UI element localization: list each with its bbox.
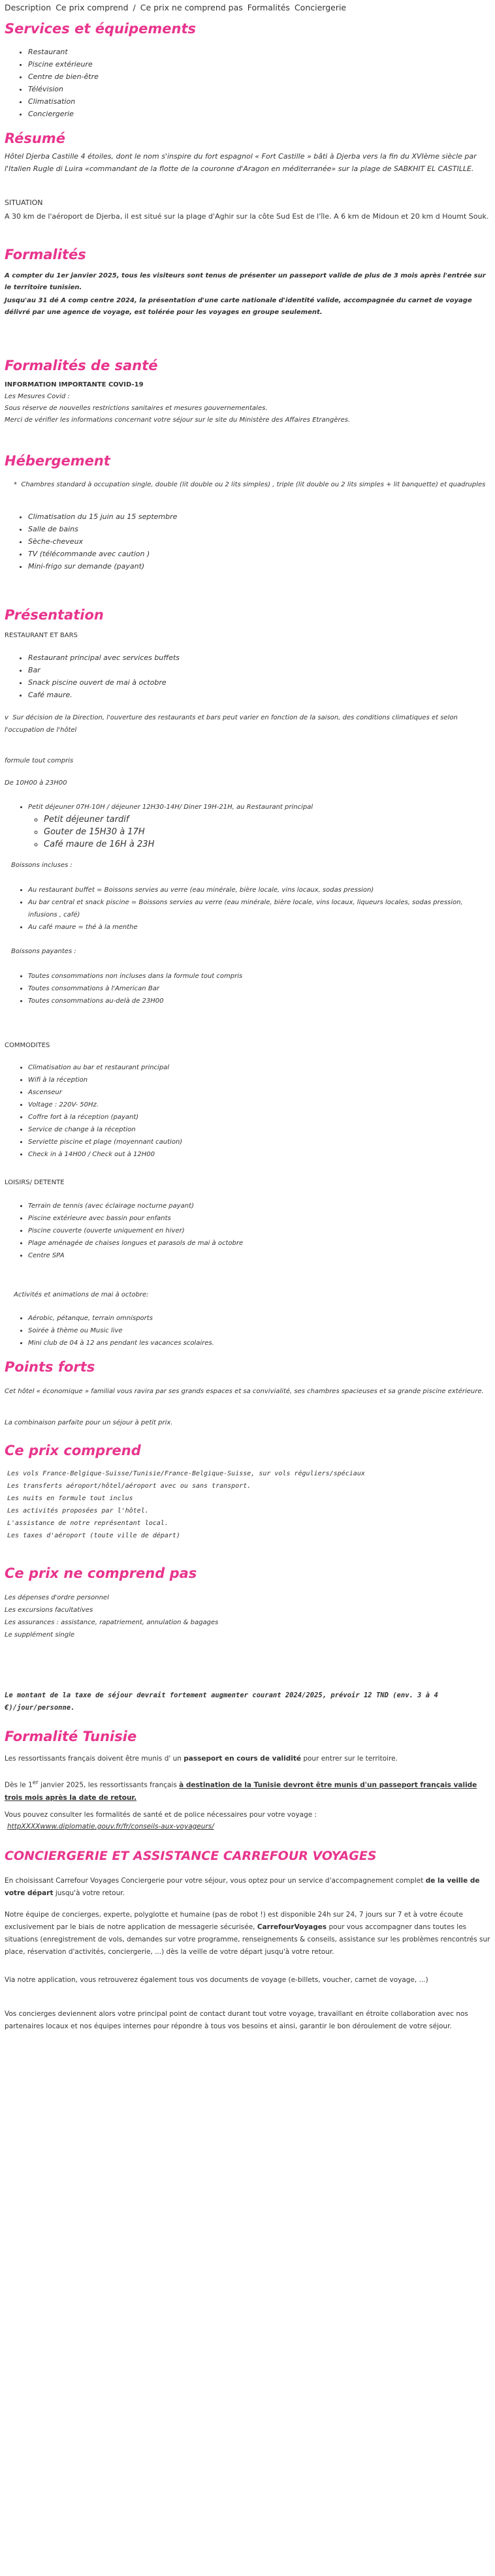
prix-exclut-title: Ce prix ne comprend pas <box>5 1565 197 1581</box>
meal-sublist <box>28 813 490 851</box>
activites-list <box>5 1312 490 1349</box>
list-item: • Voltage : 220V- 50Hz. <box>28 1099 490 1111</box>
drinks-included-label: Boissons incluses : <box>11 862 72 869</box>
list-item: • Toutes consommations au-delà de 23H00 <box>28 995 490 1007</box>
list-item: ◦ Gouter de 15H30 à 17H <box>44 826 490 838</box>
commodites-label: COMMODITES <box>5 1042 50 1049</box>
list-item: • Wifi à la réception <box>28 1074 490 1086</box>
text-run: Les ressortissants français doivent être munis d' un <box>5 1755 184 1763</box>
formalites-p2: Jusqu'au 31 dé A comp centre 2024, la présentation d'une carte nationale d'identité valide, accompagnée du carnet de voyage délivré par une agence de voyage, est tolérée pour les voyages en groupe seulement. <box>5 297 472 316</box>
meal-list <box>5 802 490 851</box>
conciergerie-p3: Via notre application, vous retrouverez également tous vos documents de voyage (e-billets, voucher, carnet de voyage, ...) <box>5 1976 428 1984</box>
prix-comprend-line: Les nuits en formule tout inclus <box>7 1495 133 1502</box>
list-item: • Café maure. <box>28 689 490 701</box>
formule-hours: De 10H00 à 23H00 <box>5 779 67 787</box>
list-item: • Climatisation au bar et restaurant principal <box>28 1061 490 1074</box>
list-item: • Au café maure = thé à la menthe <box>28 921 490 934</box>
text-run-sup: er <box>32 1780 39 1786</box>
text-run: En choisissant Carrefour Voyages Conciergerie pour votre séjour, vous optez pour un service d'accompagnement complet <box>5 1877 426 1885</box>
list-item: • Mini club de 04 à 12 ans pendant les vacances scolaires. <box>28 1337 490 1349</box>
nav-concierge[interactable]: Conciergerie <box>294 3 347 12</box>
points-forts-p1: Cet hôtel « économique » familial vous ravira par ses grands espaces et sa convivialité, ses chambres spacieuses et sa grande piscine extérieure. <box>5 1388 484 1395</box>
prix-comprend-line: Les vols France-Belgique-Suisse/Tunisie/France-Belgique-Suisse, sur vols réguliers/spéciaux <box>7 1470 365 1477</box>
list-item: • Télévision <box>28 83 490 95</box>
list-item: • Climatisation du 15 juin au 15 septembre <box>28 510 490 523</box>
resume-text: Hôtel Djerba Castille 4 étoiles, dont le nom s'inspire du fort espagnol « Fort Castille » bâti à Djerba vers la fin du XVIème siècle par l'Italien Rugle di Luira «commandant de la flotte de la couronne d'Aragon en méditerranée» sur la plage de SABKHIT EL CASTILLE. <box>5 152 477 173</box>
list-item: • Bar <box>28 664 490 676</box>
situation-label: SITUATION <box>5 198 43 207</box>
list-item: ◦ Café maure de 16H à 23H <box>44 838 490 851</box>
sante-line3: Merci de vérifier les informations concernant votre séjour sur le site du Ministère des Affaires Etrangères. <box>5 416 351 424</box>
text-run: pour entrer sur le territoire. <box>300 1755 398 1763</box>
prix-exclut-line: Les excursions facultatives <box>5 1607 93 1614</box>
list-item: • Ascenseur <box>28 1086 490 1099</box>
resume-title: Résumé <box>5 131 65 146</box>
sante-title: Formalités de santé <box>5 358 158 373</box>
list-item <box>28 802 490 851</box>
nav-description[interactable]: Description <box>5 3 52 12</box>
formule-label: formule tout compris <box>5 757 74 764</box>
text-run-bold: CarrefourVoyages <box>257 1923 327 1931</box>
conciergerie-title: CONCIERGERIE ET ASSISTANCE CARREFOUR VOYAGES <box>5 1849 377 1863</box>
prix-comprend-block <box>5 1468 490 1542</box>
top-navigation <box>5 1 490 16</box>
conciergerie-p4: Vos concierges deviennent alors votre principal point de contact durant tout votre voyage, travaillant en étroite collaboration avec nos partenaires locaux et nos équipes internes pour répondre à tous vos besoins et ainsi, garantir le bon déroulement de votre séjour. <box>5 2010 468 2030</box>
prix-exclut-block <box>5 1592 490 1641</box>
prix-comprend-line: Les activités proposées par l'hôtel. <box>7 1507 149 1515</box>
commodites-list <box>5 1061 490 1161</box>
restaurant-list <box>5 652 490 701</box>
sante-line1: Les Mesures Covid : <box>5 393 70 400</box>
services-list <box>5 46 490 120</box>
drinks-paid-label: Boissons payantes : <box>11 948 76 955</box>
list-item: • Coffre fort à la réception (payant) <box>28 1111 490 1123</box>
points-forts-p2: La combinaison parfaite pour un séjour à petit prix. <box>5 1419 173 1426</box>
presentation-note: v Sur décision de la Direction, l'ouverture des restaurants et bars peut varier en fonction de la saison, des conditions climatiques et selon l'occupation de l'hôtel <box>5 714 458 734</box>
text-run: janvier 2025, les ressortissants français <box>38 1781 180 1789</box>
list-item: • Aérobic, pétanque, terrain omnisports <box>28 1312 490 1325</box>
loisirs-list <box>5 1200 490 1262</box>
prix-comprend-line: Les transferts aéroport/hôtel/aéroport avec ou sans transport. <box>7 1483 251 1490</box>
text-run: Notre équipe de concierges, experte, polyglotte et humaine (pas de robot !) est disponible 24h sur 24, 7 jours sur 7 et à votre écoute exclusivement par le biais de notre application de messagerie sécurisée, <box>5 1911 463 1931</box>
activites-label: Activités et animations de mai à octobre: <box>14 1291 149 1298</box>
text-run-bold: passeport en cours de validité <box>184 1755 301 1763</box>
list-item: • Piscine extérieure <box>28 58 490 71</box>
formalite-tunisie-title: Formalité Tunisie <box>5 1729 137 1744</box>
drinks-paid-list <box>5 970 490 1007</box>
diplomatie-link[interactable]: httpXXXXwww.diplomatie.gouv.fr/fr/conseils-aux-voyageurs/ <box>7 1823 214 1830</box>
list-item: • Piscine couverte (ouverte uniquement en hiver) <box>28 1225 490 1237</box>
list-item: • Restaurant principal avec services buffets <box>28 652 490 664</box>
list-item: • Restaurant <box>28 46 490 58</box>
text-run-bold: à destination de la Tunisie devront être munis d'un passeport français valide trois mois après la date de retour. <box>5 1781 477 1802</box>
hebergement-intro: * Chambres standard à occupation single, double (lit double ou 2 lits simples) , triple (lit double ou 2 lits simples + lit banquette) et quadruples <box>14 481 486 488</box>
conciergerie-p1 <box>5 1875 490 1900</box>
list-item: • Salle de bains <box>28 523 490 535</box>
list-item: • Piscine extérieure avec bassin pour enfants <box>28 1212 490 1225</box>
prix-comprend-title: Ce prix comprend <box>5 1443 141 1458</box>
services-title: Services et équipements <box>5 21 197 37</box>
list-item: • Climatisation <box>28 95 490 108</box>
list-item: • Toutes consommations non incluses dans la formule tout compris <box>28 970 490 982</box>
list-item: • Centre SPA <box>28 1249 490 1262</box>
sante-important: INFORMATION IMPORTANTE COVID-19 <box>5 381 144 388</box>
prix-exclut-line: Les assurances : assistance, rapatriement, annulation & bagages <box>5 1619 219 1626</box>
hebergement-title: Hébergement <box>5 453 110 469</box>
list-item: • Au restaurant buffet = Boissons servies au verre (eau minérale, bière locale, vins locaux, sodas pression) <box>28 884 490 896</box>
formalites-p1: A compter du 1er janvier 2025, tous les visiteurs sont tenus de présenter un passeport valide de plus de 3 mois après l'entrée sur le territoire tunisien. <box>5 272 486 291</box>
list-item: • Terrain de tennis (avec éclairage nocturne payant) <box>28 1200 490 1212</box>
loisirs-label: LOISIRS/ DETENTE <box>5 1179 65 1186</box>
formalites-title: Formalités <box>5 247 86 262</box>
formalite-tunisie-p3: Vous pouvez consulter les formalités de santé et de police nécessaires pour votre voyage : <box>5 1811 317 1819</box>
list-item: • Au bar central et snack piscine = Boissons servies au verre (eau minérale, bière locale, vins locaux, liqueurs locales, sodas pression, infusions , café) <box>28 896 490 921</box>
presentation-title: Présentation <box>5 607 104 623</box>
nav-price-excludes[interactable]: Ce prix ne comprend pas <box>140 3 243 12</box>
prix-comprend-line: Les taxes d'aéroport (toute ville de départ) <box>7 1532 180 1539</box>
meal-item: Petit déjeuner 07H-10H / déjeuner 12H30-14H/ Diner 19H-21H, au Restaurant principal <box>28 804 313 811</box>
presentation-note-text: Sur décision de la Direction, l'ouverture des restaurants et bars peut varier en fonction de la saison, des conditions climatiques et selon l'occupation de l'hôtel <box>5 714 458 734</box>
nav-separator: / <box>133 3 136 12</box>
list-item: • Soirée à thème ou Music live <box>28 1325 490 1337</box>
nav-price-includes[interactable]: Ce prix comprend <box>56 3 129 12</box>
list-item: • Mini-frigo sur demande (payant) <box>28 560 490 573</box>
drinks-included-list <box>5 884 490 934</box>
prix-exclut-line: Le supplément single <box>5 1631 75 1639</box>
text-run: Dès le 1 <box>5 1781 33 1789</box>
list-item: ◦ Petit déjeuner tardif <box>44 813 490 826</box>
list-item: • Snack piscine ouvert de mai à octobre <box>28 676 490 689</box>
formalite-tunisie-p2 <box>5 1777 490 1804</box>
list-item: • Conciergerie <box>28 108 490 120</box>
list-item: • Service de change à la réception <box>28 1123 490 1136</box>
restaurant-label: RESTAURANT ET BARS <box>5 632 78 639</box>
text-run: pour vous accompagner dans toutes les situations (enregistrement de vols, demandes sur votre programme, renseignements & conseils, assistance sur les problèmes rencontrés sur place, réservation d'activités, conciergerie, ...) dès la veille de votre départ jusqu'à votre retour. <box>5 1923 490 1956</box>
list-item: • Toutes consommations à l'American Bar <box>28 982 490 995</box>
prix-exclut-line: Les dépenses d'ordre personnel <box>5 1594 109 1601</box>
text-run-bold: de la veille de votre départ <box>5 1877 480 1897</box>
list-item: • Sèche-cheveux <box>28 535 490 548</box>
situation-text: A 30 km de l'aéroport de Djerba, il est situé sur la plage d'Aghir sur la côte Sud Est de l'île. A 6 km de Midoun et 20 km d Houmt Souk. <box>5 212 489 221</box>
sante-line2: Sous réserve de nouvelles restrictions sanitaires et mesures gouvernementales. <box>5 405 268 412</box>
prix-comprend-line: L'assistance de notre représentant local. <box>7 1520 168 1527</box>
hebergement-list <box>5 510 490 573</box>
formalite-tunisie-p1 <box>5 1755 490 1763</box>
taxe-notice: Le montant de la taxe de séjour devrait fortement augmenter courant 2024/2025, prévoir 12 TND (env. 3 à 4 €)/jour/personne. <box>5 1691 438 1712</box>
list-item: • TV (télécommande avec caution ) <box>28 548 490 560</box>
list-item: • Centre de bien-être <box>28 71 490 83</box>
list-item: • Serviette piscine et plage (moyennant caution) <box>28 1136 490 1148</box>
list-item: • Check in à 14H00 / Check out à 12H00 <box>28 1148 490 1161</box>
points-forts-title: Points forts <box>5 1359 95 1375</box>
list-item: • Plage aménagée de chaises longues et parasols de mai à octobre <box>28 1237 490 1249</box>
conciergerie-p2 <box>5 1909 490 1958</box>
hebergement-intro-text: Chambres standard à occupation single, double (lit double ou 2 lits simples) , triple (lit double ou 2 lits simples + lit banquette) et quadruples <box>21 481 486 488</box>
nav-formalities[interactable]: Formalités <box>247 3 290 12</box>
text-run: jusqu'à votre retour. <box>53 1889 125 1897</box>
